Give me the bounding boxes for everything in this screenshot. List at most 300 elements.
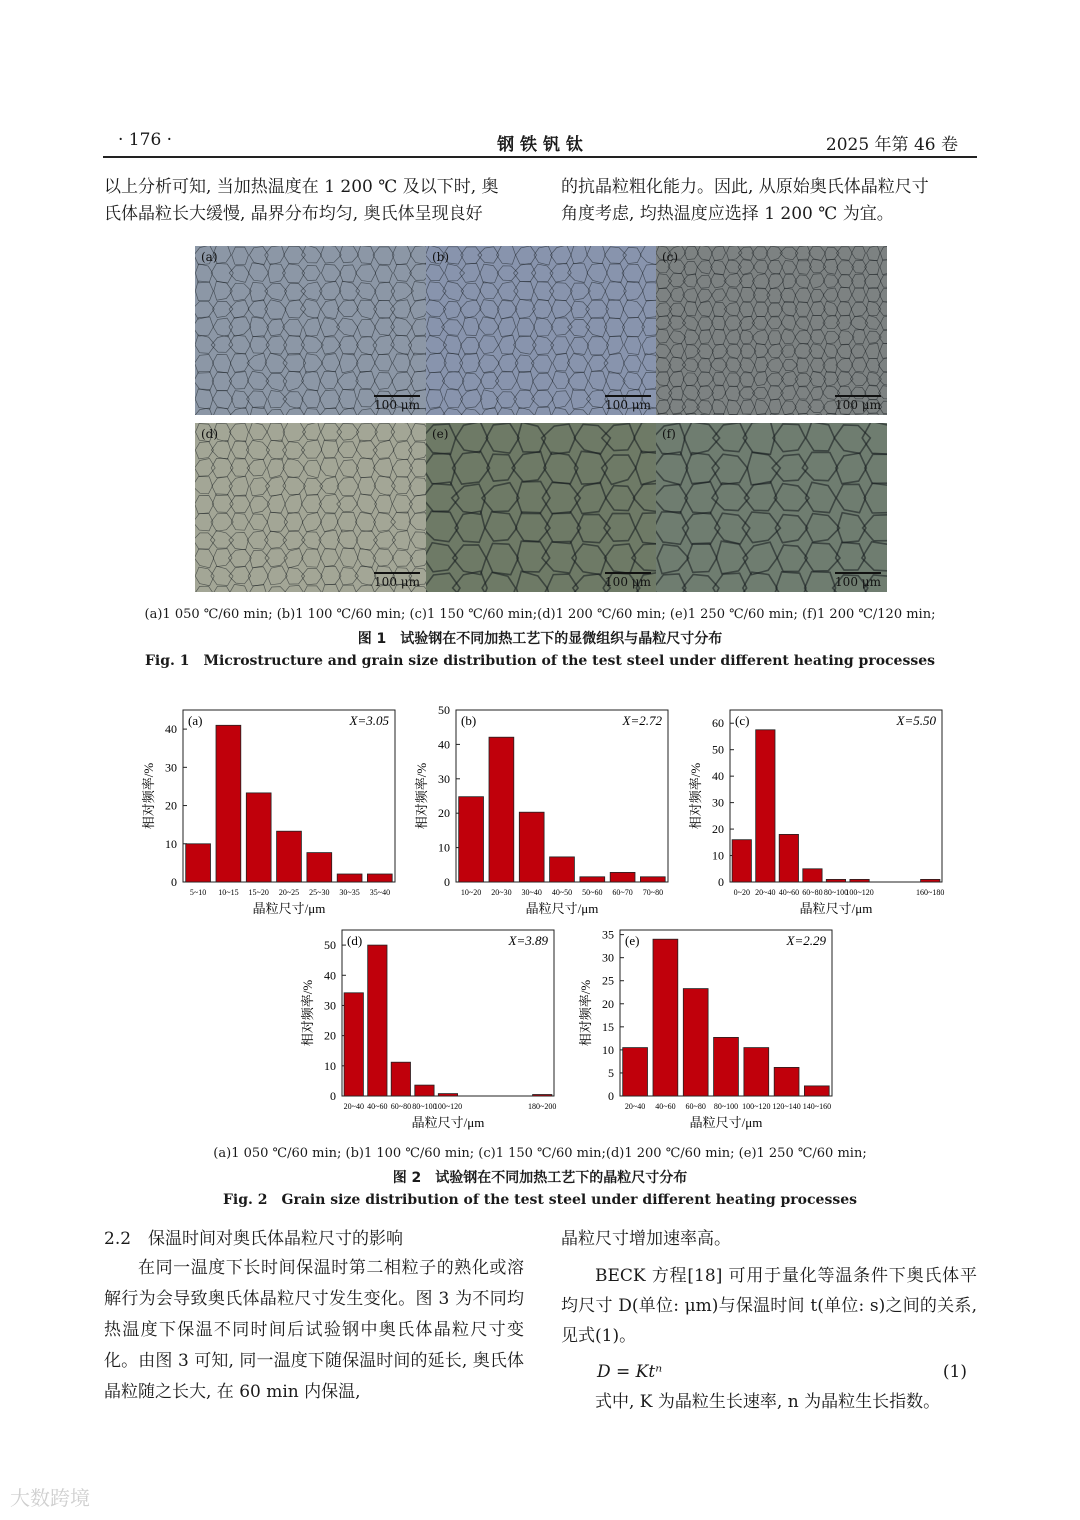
- grain-boundary: [643, 300, 657, 318]
- grain-boundary: [321, 549, 339, 567]
- grain-boundary: [453, 545, 486, 575]
- x-tick-label: 60~70: [612, 888, 633, 897]
- grain-boundary: [321, 440, 339, 458]
- y-tick-label: 50: [324, 938, 336, 953]
- grain-boundary: [426, 511, 458, 541]
- grain-boundary: [552, 371, 569, 388]
- grain-boundary: [375, 495, 393, 513]
- grain-boundary: [622, 317, 644, 336]
- grain-boundary: [606, 486, 635, 511]
- grain-boundary: [340, 548, 358, 567]
- grain-boundary: [339, 336, 359, 355]
- grain-boundary: [777, 545, 807, 571]
- grain-boundary: [283, 354, 306, 373]
- grain-boundary: [213, 586, 231, 592]
- grain-boundary: [754, 302, 769, 316]
- grain-boundary: [230, 354, 249, 373]
- grain-boundary: [358, 246, 375, 264]
- panel-label: (b): [432, 250, 450, 264]
- grain-boundary: [229, 372, 248, 390]
- grain-boundary: [602, 424, 635, 451]
- scale-bar-line: [835, 572, 881, 574]
- x-tick-label: 100~120: [742, 1102, 771, 1111]
- grain-boundary: [836, 484, 865, 512]
- x-tick-label: 40~60: [778, 888, 800, 897]
- grain-boundary: [696, 275, 711, 288]
- scale-bar-line: [374, 395, 420, 397]
- grain-boundary: [739, 415, 756, 416]
- grain-boundary: [302, 246, 322, 263]
- grain-boundary: [754, 372, 768, 386]
- x-tick-label: 10~15: [218, 888, 239, 897]
- scale-bar-label: 100 μm: [835, 398, 881, 412]
- grain-boundary: [852, 358, 867, 372]
- panel-label: (c): [662, 250, 679, 264]
- grain-boundary: [498, 317, 516, 336]
- grain-boundary: [337, 423, 359, 440]
- grain-boundary: [514, 263, 536, 282]
- histogram-bar: [344, 993, 363, 1096]
- grain-boundary: [195, 355, 214, 374]
- grain-boundary: [670, 287, 684, 302]
- grain-boundary: [517, 541, 550, 572]
- grain-boundary: [445, 264, 465, 281]
- grain-boundary: [460, 300, 481, 319]
- y-tick-label: 10: [165, 836, 177, 851]
- grain-boundary: [301, 440, 322, 458]
- grain-boundary: [534, 407, 552, 415]
- grain-boundary: [410, 246, 426, 264]
- y-tick-label: 5: [608, 1065, 614, 1080]
- scale-bar-line: [835, 395, 881, 397]
- grain-boundary: [683, 373, 698, 386]
- grain-boundary: [195, 586, 214, 592]
- grain-boundary: [285, 407, 306, 415]
- grain-boundary: [339, 354, 358, 373]
- grain-boundary: [516, 512, 550, 541]
- grain-boundary: [879, 372, 887, 385]
- panel-label: (d): [201, 427, 219, 441]
- grain-boundary: [195, 533, 215, 549]
- grain-boundary: [684, 330, 699, 345]
- grain-boundary: [837, 261, 854, 275]
- grain-boundary: [834, 425, 870, 453]
- grain-boundary: [265, 353, 287, 373]
- grain-boundary: [357, 423, 378, 442]
- grain-boundary: [586, 317, 607, 337]
- histogram-bar: [610, 872, 635, 882]
- grain-boundary: [570, 337, 588, 354]
- grain-boundary: [496, 408, 516, 415]
- grain-boundary: [486, 423, 519, 453]
- grain-boundary: [213, 355, 231, 374]
- grain-boundary: [375, 423, 395, 441]
- grain-boundary: [390, 300, 411, 318]
- grain-boundary: [497, 266, 518, 281]
- x-tick-label: 20~40: [755, 888, 776, 897]
- grain-boundary: [682, 316, 698, 331]
- grain-boundary: [321, 566, 341, 584]
- grain-boundary: [322, 584, 340, 592]
- grain-boundary: [195, 264, 212, 283]
- grain-boundary: [698, 317, 713, 330]
- grain-boundary: [796, 317, 810, 330]
- grain-boundary: [265, 246, 285, 265]
- grain-boundary: [766, 246, 782, 261]
- grain-boundary: [338, 300, 359, 317]
- grain-boundary: [725, 386, 740, 401]
- y-tick-label: 30: [324, 998, 336, 1013]
- histogram-bar: [459, 797, 484, 882]
- grain-boundary: [250, 496, 270, 513]
- grain-boundary: [768, 273, 783, 288]
- histogram-bar: [489, 737, 514, 882]
- micrograph-panel: [195, 246, 426, 415]
- grain-boundary: [195, 514, 213, 531]
- grain-boundary: [461, 247, 482, 264]
- grain-boundary: [551, 300, 572, 319]
- histogram-bar: [550, 857, 575, 882]
- grain-boundary: [640, 246, 657, 265]
- grain-boundary: [283, 423, 306, 442]
- grain-boundary: [497, 246, 516, 264]
- grain-boundary: [408, 336, 426, 355]
- grain-boundary: [338, 408, 358, 415]
- grain-boundary: [656, 484, 688, 513]
- grain-boundary: [463, 317, 480, 336]
- grain-boundary: [684, 262, 698, 275]
- chart-annotation: X=2.29: [786, 933, 826, 948]
- grain-boundary: [337, 530, 358, 549]
- grain-boundary: [375, 282, 395, 301]
- histogram-bar: [653, 939, 678, 1096]
- grain-boundary: [456, 423, 488, 453]
- grain-boundary: [656, 413, 670, 415]
- grain-boundary: [373, 247, 394, 265]
- grain-boundary: [747, 452, 780, 485]
- grain-boundary: [515, 407, 536, 415]
- section-left-paragraph: 在同一温度下长时间保温时第二相粒子的熟化或溶解行为会导致奥氏体晶粒尺寸发生变化。图 3 为不同均热温度下保温不同时间后试验钢中奥氏体晶粒尺寸变化。由图 3 可知, 同一温度下随保温时间的延长, 奥氏体晶粒随之长大, 在 60 min 内保温,: [104, 1258, 524, 1402]
- grain-boundary: [642, 336, 657, 355]
- scale-bar-line: [374, 572, 420, 574]
- grain-boundary: [229, 300, 249, 318]
- grain-boundary: [712, 246, 726, 261]
- grain-boundary: [426, 573, 460, 592]
- section-heading: 2.2 保温时间对奥氏体晶粒尺寸的影响: [104, 1229, 404, 1249]
- grain-boundary: [795, 400, 811, 415]
- grain-boundary: [684, 302, 697, 316]
- grain-boundary: [394, 264, 412, 281]
- y-tick-label: 30: [712, 795, 724, 810]
- x-tick-label: 60~80: [390, 1102, 412, 1111]
- y-tick-label: 10: [438, 840, 450, 855]
- grain-boundary: [426, 407, 446, 415]
- intro-left-line: 氏体晶粒长大缓慢, 晶界分布均匀, 奥氏体呈现良好: [104, 204, 483, 224]
- grain-boundary: [810, 330, 825, 344]
- grain-boundary: [391, 423, 412, 441]
- grain-boundary: [656, 452, 688, 485]
- histogram-bar: [774, 1067, 799, 1096]
- grain-boundary: [320, 371, 338, 389]
- grain-boundary: [303, 354, 323, 373]
- grain-boundary: [497, 300, 517, 319]
- grain-boundary: [211, 440, 230, 459]
- grain-boundary: [865, 454, 887, 483]
- grain-texture: [656, 246, 887, 415]
- histogram-bar: [307, 853, 332, 882]
- grain-boundary: [487, 454, 515, 481]
- grain-boundary: [767, 303, 783, 316]
- equation-number: (1): [942, 1362, 967, 1382]
- grain-boundary: [740, 400, 754, 414]
- grain-boundary: [356, 354, 375, 372]
- grain-boundary: [265, 284, 287, 301]
- grain-boundary: [374, 373, 392, 390]
- grain-boundary: [303, 586, 323, 592]
- grain-boundary: [880, 260, 887, 275]
- grain-boundary: [478, 317, 499, 334]
- grain-boundary: [781, 329, 796, 344]
- grain-boundary: [752, 247, 768, 260]
- grain-boundary: [656, 329, 670, 343]
- grain-boundary: [498, 282, 518, 301]
- grain-boundary: [410, 353, 426, 372]
- grain-boundary: [249, 423, 267, 440]
- grain-boundary: [726, 344, 742, 358]
- grain-boundary: [682, 359, 699, 372]
- grain-boundary: [823, 288, 838, 301]
- histogram-bar: [519, 812, 544, 882]
- watermark: 大数跨境: [10, 1486, 90, 1510]
- scale-bar-line: [605, 395, 651, 397]
- x-tick-label: 50~60: [582, 888, 603, 897]
- grain-boundary: [669, 357, 686, 372]
- scale-bar: [835, 572, 881, 589]
- grain-boundary: [864, 413, 881, 415]
- grain-boundary: [795, 288, 811, 303]
- grain-boundary: [773, 424, 806, 452]
- x-tick-label: 20~40: [624, 1102, 646, 1111]
- grain-boundary: [623, 247, 641, 263]
- y-axis-label: 相对频率/%: [414, 762, 429, 830]
- grain-boundary: [697, 359, 711, 373]
- histogram-bar: [415, 1085, 434, 1096]
- grain-boundary: [710, 273, 726, 288]
- y-tick-label: 20: [324, 1028, 336, 1043]
- grain-boundary: [250, 478, 270, 496]
- grain-boundary: [426, 353, 446, 373]
- grain-boundary: [355, 512, 375, 531]
- grain-boundary: [606, 371, 625, 390]
- grain-boundary: [356, 371, 375, 389]
- y-tick-label: 10: [712, 848, 724, 863]
- grain-boundary: [782, 401, 797, 415]
- scale-bar: [374, 572, 420, 589]
- grain-boundary: [249, 263, 269, 281]
- chart-panel-label: (d): [347, 933, 363, 948]
- grain-boundary: [838, 275, 854, 288]
- grain-boundary: [806, 514, 840, 543]
- grain-boundary: [783, 274, 797, 288]
- grain-boundary: [357, 494, 377, 514]
- x-tick-label: 20~25: [278, 888, 300, 897]
- grain-boundary: [268, 391, 287, 408]
- grain-boundary: [478, 336, 498, 354]
- grain-boundary: [880, 246, 887, 260]
- grain-boundary: [285, 494, 302, 514]
- grain-boundary: [643, 264, 657, 282]
- y-axis-label: 相对频率/%: [141, 762, 156, 830]
- grain-boundary: [374, 513, 396, 532]
- grain-boundary: [409, 513, 426, 531]
- grain-boundary: [587, 246, 605, 264]
- intro-right-line: 的抗晶粒粗化能力。因此, 从原始奥氏体晶粒尺寸: [561, 177, 929, 197]
- grain-boundary: [229, 584, 248, 592]
- grain-boundary: [852, 274, 866, 288]
- x-tick-label: 10~20: [460, 888, 482, 897]
- grain-boundary: [409, 478, 426, 496]
- grain-boundary: [624, 355, 642, 372]
- grain-boundary: [867, 246, 880, 261]
- grain-boundary: [571, 301, 590, 318]
- grain-boundary: [862, 423, 887, 454]
- grain-boundary: [641, 372, 657, 389]
- grain-boundary: [604, 318, 624, 337]
- grain-boundary: [426, 453, 455, 485]
- histogram-bar: [804, 1086, 829, 1096]
- grain-boundary: [767, 288, 782, 303]
- y-tick-label: 0: [171, 875, 177, 889]
- grain-boundary: [811, 289, 824, 302]
- grain-boundary: [373, 549, 394, 567]
- y-tick-label: 20: [438, 806, 450, 821]
- grain-boundary: [285, 300, 306, 318]
- intro-left-line: 以上分析可知, 当加热温度在 1 200 ℃ 及以下时, 奥: [104, 177, 499, 197]
- x-tick-label: 30~40: [521, 888, 542, 897]
- histogram-bar: [246, 793, 271, 882]
- grain-boundary: [542, 541, 576, 573]
- grain-boundary: [864, 274, 881, 289]
- histogram-bar: [714, 1037, 739, 1096]
- grain-boundary: [452, 484, 486, 514]
- grain-boundary: [607, 336, 624, 355]
- histogram-bar: [277, 831, 302, 882]
- grain-boundary: [214, 281, 233, 300]
- grain-boundary: [823, 275, 839, 288]
- grain-boundary: [228, 407, 249, 415]
- x-tick-label: 100~120: [433, 1102, 463, 1111]
- grain-boundary: [587, 337, 609, 355]
- grain-boundary: [283, 319, 303, 337]
- grain-boundary: [302, 513, 322, 532]
- grain-boundary: [738, 260, 754, 275]
- grain-boundary: [248, 371, 269, 389]
- grain-boundary: [742, 512, 780, 543]
- x-tick-label: 60~80: [685, 1102, 706, 1111]
- grain-boundary: [727, 400, 741, 415]
- histogram-bar: [533, 1095, 552, 1097]
- grain-boundary: [726, 414, 741, 415]
- grain-boundary: [754, 343, 768, 357]
- grain-boundary: [824, 301, 838, 316]
- grain-boundary: [712, 399, 726, 415]
- grain-boundary: [195, 389, 213, 409]
- grain-boundary: [356, 337, 377, 355]
- grain-boundary: [320, 281, 341, 300]
- chart-panel-label: (a): [188, 713, 203, 728]
- grain-boundary: [878, 302, 887, 316]
- grain-boundary: [392, 246, 411, 265]
- grain-boundary: [809, 414, 824, 415]
- grain-boundary: [880, 344, 887, 359]
- grain-boundary: [713, 423, 747, 452]
- grain-boundary: [744, 482, 776, 511]
- page-number: · 176 ·: [118, 130, 173, 150]
- grain-boundary: [605, 544, 636, 573]
- grain-boundary: [375, 265, 392, 282]
- histogram-bar: [921, 879, 940, 882]
- x-tick-label: 40~50: [551, 888, 573, 897]
- figure-2-subcaption: (a)1 050 ℃/60 min; (b)1 100 ℃/60 min; (c)1 150 ℃/60 min;(d)1 200 ℃/60 min; (e)1 250 ℃/60 min;: [213, 1146, 867, 1161]
- grain-boundary: [514, 281, 534, 301]
- grain-boundary: [752, 274, 769, 289]
- grain-boundary: [567, 354, 588, 373]
- x-tick-label: 80~100: [412, 1102, 437, 1111]
- grain-boundary: [356, 458, 375, 477]
- grain-boundary: [881, 316, 887, 330]
- y-tick-label: 0: [718, 875, 724, 889]
- grain-boundary: [301, 282, 322, 301]
- grain-boundary: [411, 532, 426, 549]
- grain-boundary: [195, 301, 214, 319]
- grain-boundary: [823, 413, 840, 415]
- histogram-bar: [438, 1094, 457, 1096]
- y-tick-label: 60: [712, 716, 724, 731]
- grain-boundary: [266, 409, 285, 415]
- grain-boundary: [642, 318, 657, 336]
- grain-boundary: [211, 513, 233, 531]
- grain-boundary: [247, 353, 267, 370]
- scale-bar: [835, 395, 881, 412]
- chart-annotation: X=5.50: [896, 713, 936, 728]
- grain-boundary: [623, 372, 643, 390]
- grain-boundary: [283, 371, 304, 391]
- grain-boundary: [443, 301, 461, 319]
- grain-boundary: [862, 542, 887, 571]
- grain-boundary: [321, 354, 340, 372]
- grain-boundary: [768, 331, 782, 345]
- x-tick-label: 30~35: [339, 888, 360, 897]
- grain-boundary: [852, 246, 866, 259]
- grain-boundary: [713, 373, 726, 386]
- grain-boundary: [571, 246, 587, 264]
- grain-boundary: [553, 353, 570, 371]
- grain-boundary: [669, 386, 684, 400]
- scale-bar: [374, 395, 420, 412]
- grain-boundary: [461, 283, 481, 300]
- grain-boundary: [768, 414, 783, 415]
- grain-boundary: [810, 274, 825, 289]
- y-tick-label: 40: [438, 737, 450, 752]
- grain-boundary: [740, 345, 756, 358]
- x-tick-label: 120~140: [772, 1102, 801, 1111]
- grain-boundary: [837, 345, 852, 359]
- grain-boundary: [517, 318, 535, 337]
- x-tick-label: 80~100: [823, 888, 849, 897]
- grain-boundary: [711, 260, 726, 275]
- grain-boundary: [319, 530, 340, 549]
- y-tick-label: 0: [330, 1089, 336, 1103]
